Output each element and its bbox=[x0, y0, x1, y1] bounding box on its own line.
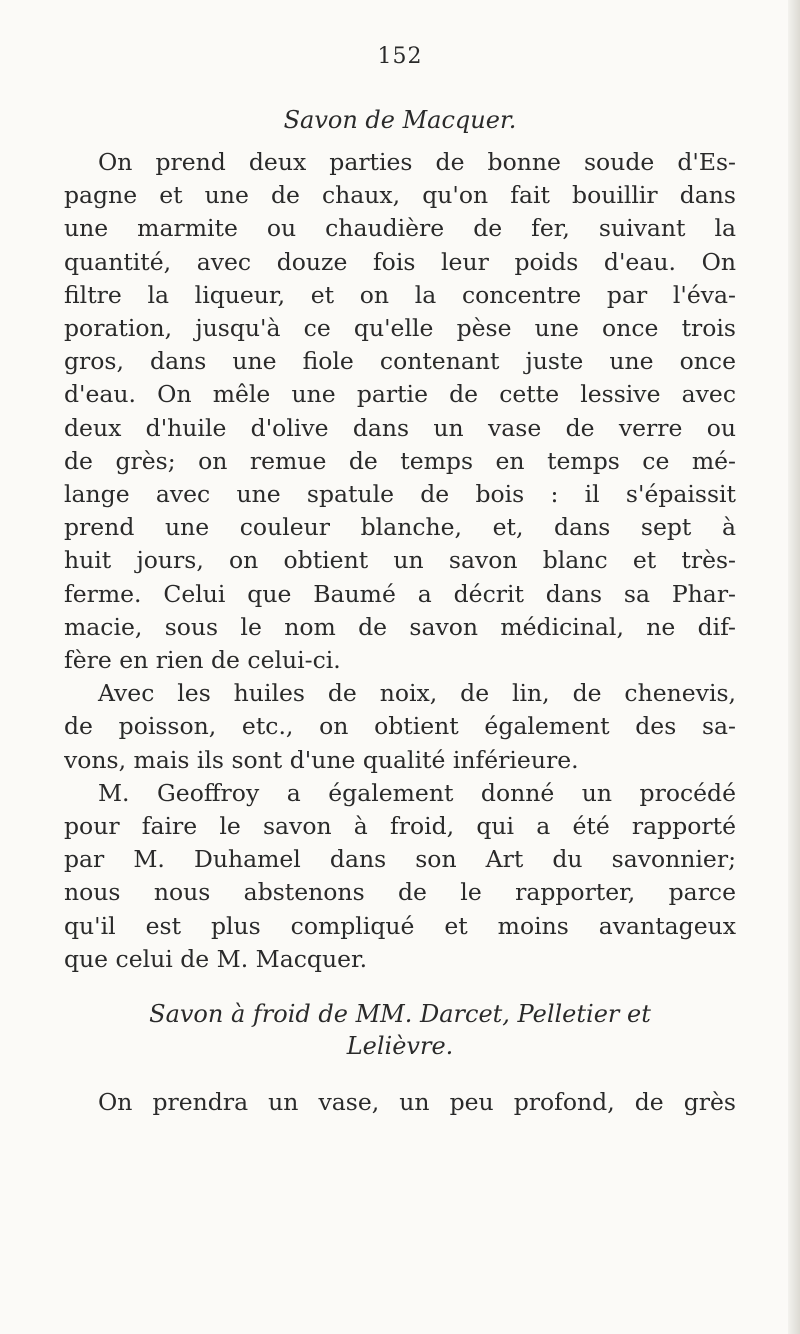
section-title-savon-de-macquer: Savon de Macquer. bbox=[283, 106, 517, 134]
text-line: quantité, avec douze fois leur poids d'eau. On bbox=[64, 247, 736, 276]
text-line: On prend deux parties de bonne soude d'Es- bbox=[98, 148, 736, 176]
text-line: deux d'huile d'olive dans un vase de verre ou bbox=[64, 413, 736, 442]
text-line: lange avec une spatule de bois : il s'épaissit bbox=[64, 480, 736, 509]
text-line: M. Geoffroy a également donné un procédé bbox=[98, 778, 736, 807]
text-line: filtre la liqueur, et on la concentre par l'éva- bbox=[64, 280, 736, 309]
text-line: ferme. Celui que Baumé a décrit dans sa Phar- bbox=[64, 579, 736, 608]
text-line: fère en rien de celui-ci. bbox=[64, 646, 341, 675]
text-line: pagne et une de chaux, qu'on fait bouillir dans bbox=[64, 181, 736, 210]
text-line: prend une couleur blanche, et, dans sept à bbox=[64, 513, 736, 542]
page-text bbox=[64, 100, 736, 1119]
paragraph-soude-preparation bbox=[64, 146, 736, 677]
text-line: huit jours, on obtient un savon blanc et très- bbox=[64, 546, 736, 575]
text-line: nous nous abstenons de le rapporter, parce bbox=[64, 878, 736, 907]
text-line: que celui de M. Macquer. bbox=[64, 944, 368, 973]
paragraph-geoffroy bbox=[64, 777, 736, 976]
text-line: une marmite ou chaudière de fer, suivant la bbox=[64, 214, 736, 243]
text-line: gros, dans une fiole contenant juste une once bbox=[64, 347, 736, 376]
text-line: pour faire le savon à froid, qui a été rapporté bbox=[64, 812, 736, 841]
page-edge bbox=[788, 0, 800, 1334]
paragraph-huiles bbox=[64, 677, 736, 777]
text-line: de grès; on remue de temps en temps ce mé- bbox=[64, 446, 736, 475]
section-title-savon-a-froid: Savon à froid de MM. Darcet, Pelletier et bbox=[149, 1000, 651, 1029]
text-line: vons, mais ils sont d'une qualité inférieure. bbox=[64, 745, 579, 774]
page-number: 152 bbox=[377, 44, 423, 69]
text-line: de poisson, etc., on obtient également des sa- bbox=[64, 712, 736, 741]
text-line: d'eau. On mêle une partie de cette lessive avec bbox=[64, 380, 736, 409]
text-line: macie, sous le nom de savon médicinal, ne dif- bbox=[64, 612, 736, 641]
text-line: par M. Duhamel dans son Art du savonnier; bbox=[64, 845, 736, 874]
text-line: On prendra un vase, un peu profond, de grès bbox=[98, 1088, 736, 1117]
paragraph-vase bbox=[64, 1086, 736, 1119]
text-line: qu'il est plus compliqué et moins avantageux bbox=[64, 911, 736, 940]
text-line: Avec les huiles de noix, de lin, de chenevis, bbox=[98, 679, 736, 708]
text-line: poration, jusqu'à ce qu'elle pèse une once trois bbox=[64, 314, 736, 343]
section-title-savon-a-froid-cont: Lelièvre. bbox=[346, 1032, 454, 1061]
